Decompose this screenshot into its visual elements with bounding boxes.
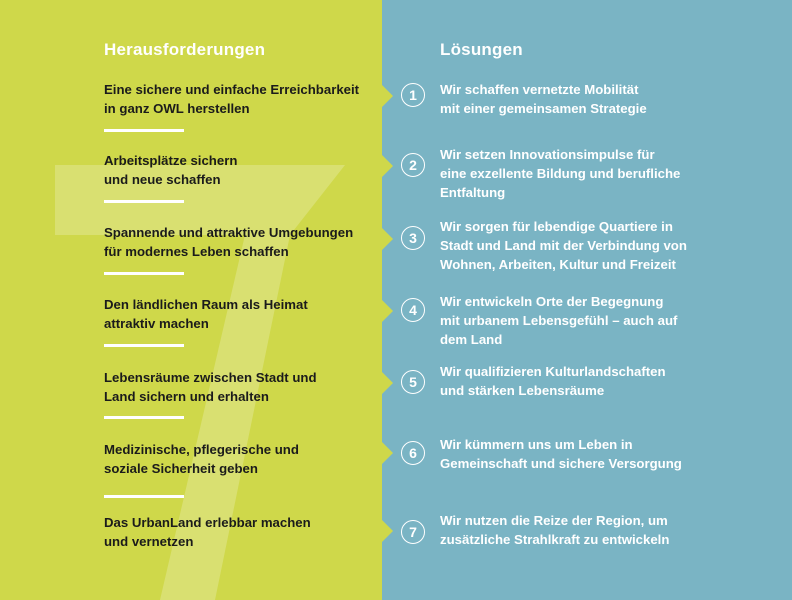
challenge-line: Den ländlichen Raum als Heimat	[104, 297, 308, 312]
solution-line: Entfaltung	[440, 185, 506, 200]
arrow-right-icon	[382, 442, 393, 464]
challenge-line: für modernes Leben schaffen	[104, 244, 289, 259]
arrow-right-icon	[382, 300, 393, 322]
arrow-right-icon	[382, 228, 393, 250]
number-badge: 7	[401, 520, 425, 544]
solution-line: Wohnen, Arbeiten, Kultur und Freizeit	[440, 257, 676, 272]
solution-item	[440, 145, 730, 202]
solution-line: Wir entwickeln Orte der Begegnung	[440, 294, 664, 309]
solution-line: dem Land	[440, 332, 503, 347]
number-badge: 6	[401, 441, 425, 465]
solution-line: eine exzellente Bildung und berufliche	[440, 166, 681, 181]
divider	[104, 416, 184, 419]
solution-item	[440, 511, 730, 549]
challenge-line: und neue schaffen	[104, 172, 221, 187]
challenge-line: soziale Sicherheit geben	[104, 461, 258, 476]
challenge-line: Medizinische, pflegerische und	[104, 442, 299, 457]
solution-item	[440, 435, 730, 473]
solution-item	[440, 292, 730, 349]
arrow-right-icon	[382, 85, 393, 107]
number-badge: 2	[401, 153, 425, 177]
divider	[104, 200, 184, 203]
solution-line: Wir qualifizieren Kulturlandschaften	[440, 364, 666, 379]
solution-line: mit einer gemeinsamen Strategie	[440, 101, 647, 116]
challenge-item	[104, 368, 374, 406]
challenge-item	[104, 80, 374, 118]
solution-line: und stärken Lebensräume	[440, 383, 605, 398]
solution-line: mit urbanem Lebensgefühl – auch auf	[440, 313, 678, 328]
challenge-line: Lebensräume zwischen Stadt und	[104, 370, 317, 385]
number-badge: 3	[401, 226, 425, 250]
solution-line: zusätzliche Strahlkraft zu entwickeln	[440, 532, 670, 547]
divider	[104, 495, 184, 498]
solution-line: Wir setzen Innovationsimpulse für	[440, 147, 655, 162]
challenge-item	[104, 440, 374, 478]
solution-line: Gemeinschaft und sichere Versorgung	[440, 456, 682, 471]
solution-line: Stadt und Land mit der Verbindung von	[440, 238, 687, 253]
challenge-item	[104, 295, 374, 333]
solution-line: Wir kümmern uns um Leben in	[440, 437, 633, 452]
solutions-heading: Lösungen	[440, 40, 523, 59]
challenge-line: Spannende und attraktive Umgebungen	[104, 225, 354, 240]
solution-line: Wir nutzen die Reize der Region, um	[440, 513, 668, 528]
number-badge: 1	[401, 83, 425, 107]
arrow-right-icon	[382, 372, 393, 394]
challenge-line: attraktiv machen	[104, 316, 209, 331]
challenge-line: Eine sichere und einfache Erreichbarkeit	[104, 82, 360, 97]
challenge-item	[104, 223, 374, 261]
challenge-item	[104, 151, 374, 189]
number-badge: 4	[401, 298, 425, 322]
solution-item	[440, 362, 730, 400]
challenge-line: Das UrbanLand erlebbar machen	[104, 515, 311, 530]
solution-line: Wir sorgen für lebendige Quartiere in	[440, 219, 673, 234]
challenge-item	[104, 513, 374, 551]
challenge-line: Arbeitsplätze sichern	[104, 153, 238, 168]
challenges-heading: Herausforderungen	[104, 40, 266, 59]
challenge-line: in ganz OWL herstellen	[104, 101, 250, 116]
divider	[104, 344, 184, 347]
solution-item	[440, 80, 730, 118]
number-badge: 5	[401, 370, 425, 394]
challenge-line: Land sichern und erhalten	[104, 389, 269, 404]
divider	[104, 129, 184, 132]
solution-line: Wir schaffen vernetzte Mobilität	[440, 82, 639, 97]
arrow-right-icon	[382, 155, 393, 177]
solution-item	[440, 217, 730, 274]
divider	[104, 272, 184, 275]
arrow-right-icon	[382, 520, 393, 542]
challenge-line: und vernetzen	[104, 534, 194, 549]
